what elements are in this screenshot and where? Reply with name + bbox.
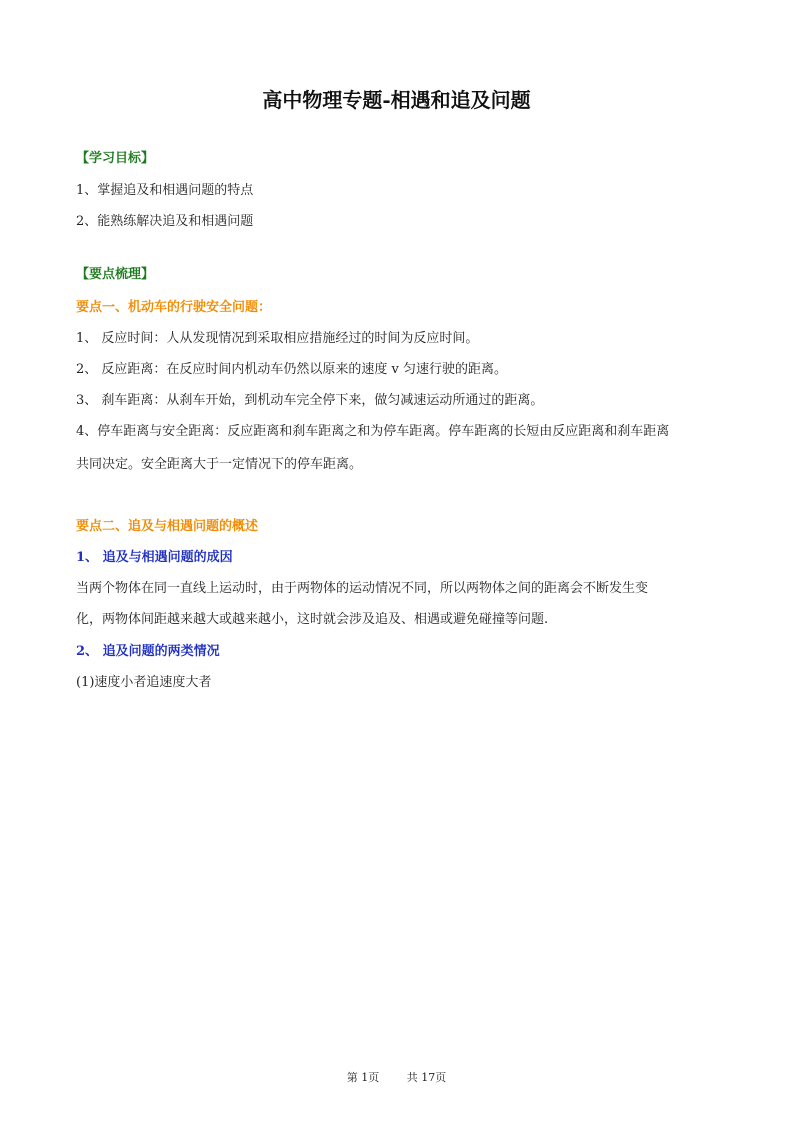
page-footer — [0, 1069, 793, 1085]
point2-sub2-text: (1)速度小者追速度大者 — [76, 675, 212, 690]
point1-item-2: 2、 反应距离：在反应时间内机动车仍然以原来的速度 v 匀速行驶的距离。 — [76, 362, 508, 377]
point2-sub1-heading: 1、 追及与相遇问题的成因 — [76, 550, 233, 565]
goal-item-2: 2、能熟练解决追及和相遇问题 — [76, 214, 254, 229]
points-heading: 【要点梳理】 — [76, 267, 155, 282]
point1-item-3: 3、 刹车距离：从刹车开始，到机动车完全停下来，做匀减速运动所通过的距离。 — [76, 393, 544, 408]
goals-heading: 【学习目标】 — [76, 151, 155, 166]
page-number: 第 1页 — [346, 1071, 380, 1084]
point1-heading: 要点一、机动车的行驶安全问题： — [76, 300, 272, 315]
point2-sub1-text-line-1: 当两个物体在同一直线上运动时，由于两物体的运动情况不同，所以两物体之间的距离会不断发生变 — [76, 581, 649, 596]
point2-sub2-heading: 2、 追及问题的两类情况 — [76, 644, 220, 659]
point2-heading: 要点二、追及与相遇问题的概述 — [76, 519, 259, 534]
document-title: 高中物理专题-相遇和追及问题 — [262, 88, 531, 112]
point1-item-4: 4、停车距离与安全距离：反应距离和刹车距离之和为停车距离。停车距离的长短由反应距离和刹车距离 — [76, 424, 670, 439]
total-pages: 共 17页 — [406, 1071, 447, 1084]
point2-sub1-text-line-2: 化，两物体间距越来越大或越来越小，这时就会涉及追及、相遇或避免碰撞等问题. — [76, 612, 549, 627]
point1-item-4-continued: 共同决定。安全距离大于一定情况下的停车距离。 — [76, 457, 363, 472]
goal-item-1: 1、掌握追及和相遇问题的特点 — [76, 183, 254, 198]
point1-item-1: 1、 反应时间：人从发现情况到采取相应措施经过的时间为反应时间。 — [76, 331, 479, 346]
